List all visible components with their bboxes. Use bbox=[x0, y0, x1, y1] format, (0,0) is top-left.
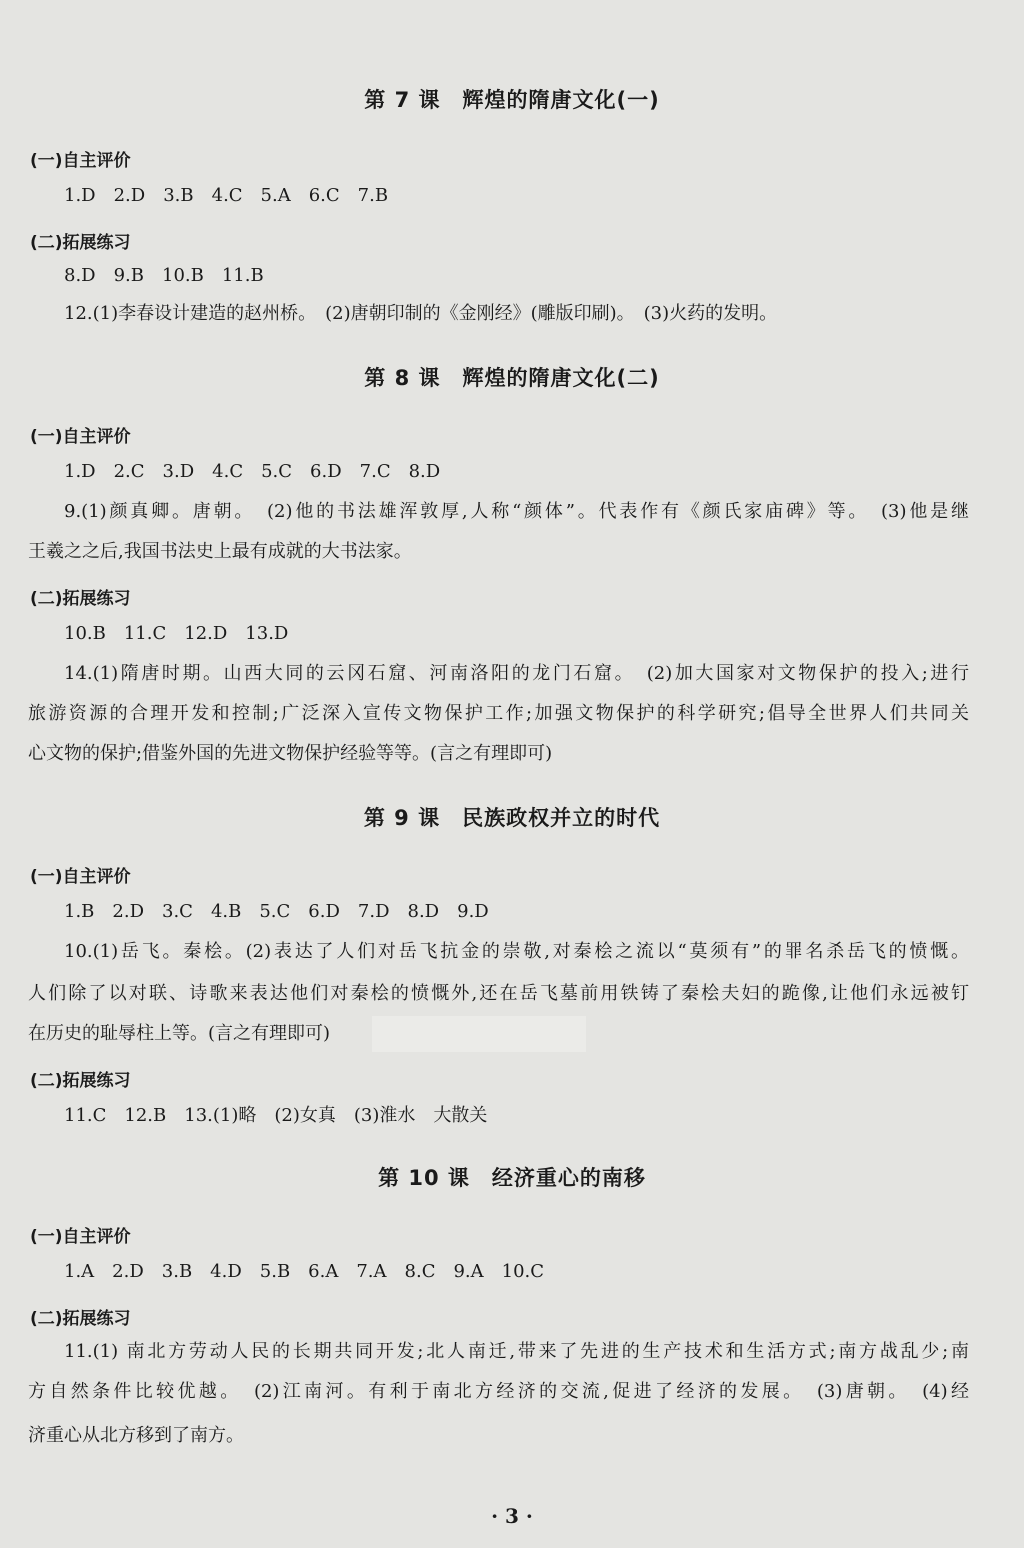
lesson-8-practice-heading: (二)拓展练习 bbox=[30, 589, 131, 609]
lesson-7-self-eval-heading: (一)自主评价 bbox=[30, 151, 131, 171]
lesson-10-question-11-line-3: 济重心从北方移到了南方。 bbox=[28, 1425, 244, 1446]
lesson-7-title: 第 7 课 辉煌的隋唐文化(一) bbox=[364, 88, 660, 112]
lesson-8-title: 第 8 课 辉煌的隋唐文化(二) bbox=[364, 366, 660, 390]
lesson-8-question-9-line-1: 9.(1)颜真卿。唐朝。 (2)他的书法雄浑敦厚,人称“颜体”。代表作有《颜氏家庙碑》等。 (3)他是继 bbox=[64, 501, 969, 522]
lesson-10-self-eval-answers: 1.A 2.D 3.B 4.D 5.B 6.A 7.A 8.C 9.A 10.C bbox=[64, 1261, 545, 1282]
lesson-9-title: 第 9 课 民族政权并立的时代 bbox=[363, 806, 661, 830]
lesson-9-practice-answers: 11.C 12.B 13.(1)略 (2)女真 (3)淮水 大散关 bbox=[64, 1105, 488, 1126]
lesson-8-question-14-line-1: 14.(1)隋唐时期。山西大同的云冈石窟、河南洛阳的龙门石窟。 (2)加大国家对文物保护的投入;进行 bbox=[64, 663, 969, 684]
lesson-9-question-10-line-3: 在历史的耻辱柱上等。(言之有理即可) bbox=[28, 1023, 331, 1044]
lesson-9-self-eval-heading: (一)自主评价 bbox=[30, 867, 131, 887]
lesson-7-practice-heading: (二)拓展练习 bbox=[30, 233, 131, 253]
lesson-10-self-eval-heading: (一)自主评价 bbox=[30, 1227, 131, 1247]
lesson-7-self-eval-answers: 1.D 2.D 3.B 4.C 5.A 6.C 7.B bbox=[64, 185, 389, 206]
lesson-10-question-11-line-1: 11.(1) 南北方劳动人民的长期共同开发;北人南迁,带来了先进的生产技术和生活方式;南方战乱少;南 bbox=[64, 1341, 969, 1362]
lesson-8-practice-answers: 10.B 11.C 12.D 13.D bbox=[64, 623, 289, 644]
lesson-9-question-10-line-2: 人们除了以对联、诗歌来表达他们对秦桧的愤慨外,还在岳飞墓前用铁铸了秦桧夫妇的跪像,让他们永远被钉 bbox=[28, 983, 969, 1004]
lesson-10-title: 第 10 课 经济重心的南移 bbox=[378, 1166, 646, 1190]
lesson-7-question-12: 12.(1)李春设计建造的赵州桥。 (2)唐朝印制的《金刚经》(雕版印刷)。 (3)火药的发明。 bbox=[64, 303, 778, 324]
lesson-9-question-10-line-1: 10.(1)岳飞。秦桧。(2)表达了人们对岳飞抗金的崇敬,对秦桧之流以“莫须有”的罪名杀岳飞的愤慨。 bbox=[64, 941, 969, 962]
blank-patch bbox=[372, 1016, 586, 1052]
lesson-8-question-14-line-3: 心文物的保护;借鉴外国的先进文物保护经验等等。(言之有理即可) bbox=[28, 743, 553, 764]
lesson-10-practice-heading: (二)拓展练习 bbox=[30, 1309, 131, 1329]
lesson-9-self-eval-answers: 1.B 2.D 3.C 4.B 5.C 6.D 7.D 8.D 9.D bbox=[64, 901, 489, 922]
lesson-8-self-eval-heading: (一)自主评价 bbox=[30, 427, 131, 447]
lesson-7-practice-answers: 8.D 9.B 10.B 11.B bbox=[64, 265, 264, 286]
lesson-8-question-14-line-2: 旅游资源的合理开发和控制;广泛深入宣传文物保护工作;加强文物保护的科学研究;倡导全世界人们共同关 bbox=[28, 703, 969, 724]
lesson-8-question-9-line-2: 王羲之之后,我国书法史上最有成就的大书法家。 bbox=[28, 541, 412, 562]
lesson-10-question-11-line-2: 方自然条件比较优越。 (2)江南河。有利于南北方经济的交流,促进了经济的发展。 (3)唐朝。 (4)经 bbox=[28, 1381, 969, 1402]
lesson-9-practice-heading: (二)拓展练习 bbox=[30, 1071, 131, 1091]
lesson-8-self-eval-answers: 1.D 2.C 3.D 4.C 5.C 6.D 7.C 8.D bbox=[64, 461, 441, 482]
page-number: · 3 · bbox=[491, 1504, 533, 1528]
